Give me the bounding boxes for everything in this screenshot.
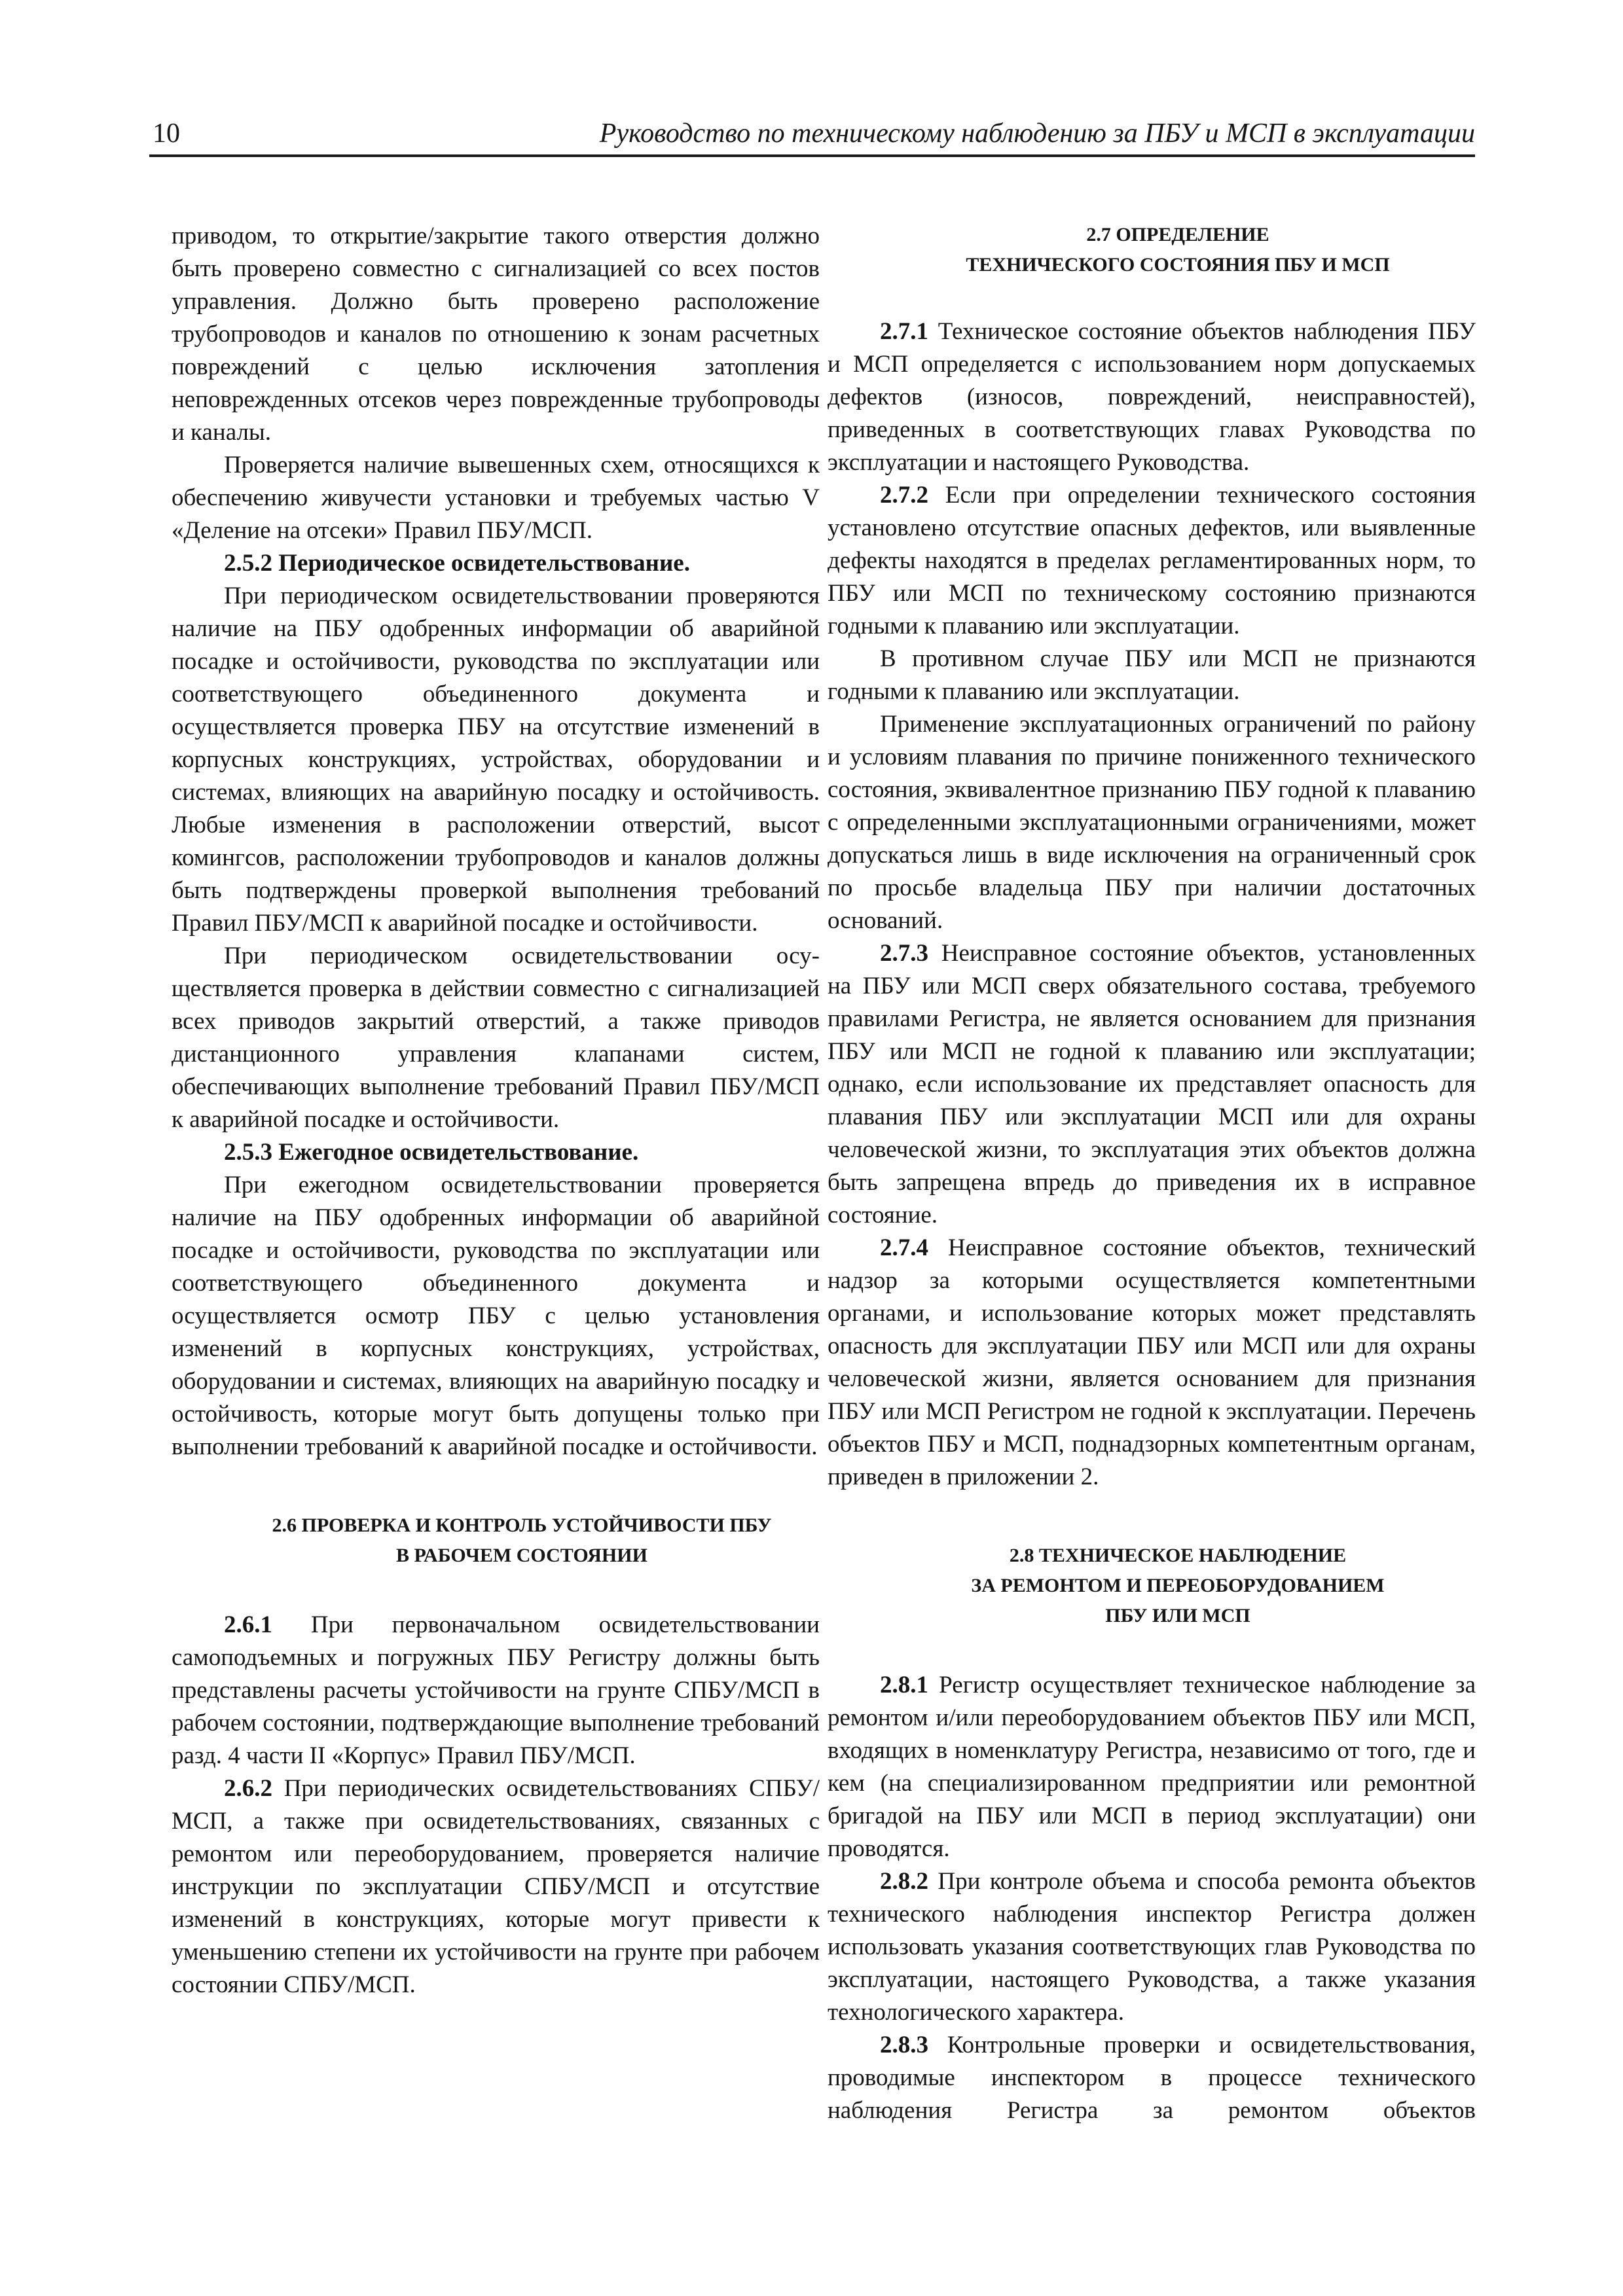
paragraph: Применение эксплуатационных ограничений по району и условиям плавания по причине пониженного технического состояния, эквивалентное признанию ПБУ годной к плаванию с определенными эксплуатационными ограничениями, может допускаться лишь в виде исключения на ограниченный срок по просьбе владельца ПБУ при наличии достаточных оснований. [828,711,1476,934]
clause-number: 2.7.1 [880,318,928,345]
clause-number: 2.6.1 [224,1611,272,1638]
paragraph: При периодическом освидетельствовании осуществляется проверка в действии совместно с сигнализацией всех приводов закрытий отверстий, а также приводов дистанционного управления клапанами систем, обеспечивающих выполнение требований Правил ПБУ/МСП к аварийной посадке и остойчивости. [172,942,820,1133]
right-column [828,220,1476,2127]
clause-number: 2.7.2 [880,482,928,509]
paragraph-2-7-2 [828,479,1476,643]
paragraph-2-7-3 [828,937,1476,1232]
paragraph: При периодическом освидетельствовании проверяются наличие на ПБУ одобренных информации об аварийной посадке и остойчивости, руководства по эксплуатации или соответствующего объединенного документа и осуществляется проверка ПБУ на отсутствие изменений в корпусных конструкциях, устройствах, оборудовании и системах, влияющих на аварийную посадку и остойчивость. Любые изменения в расположении отверстий, высот комингсов, расположении трубопроводов и каналов должны быть подтверждены проверкой выполнения требований Правил ПБУ/МСП к аварийной посадке и остойчивости. [172,583,820,937]
clause-text: Неисправное состояние объектов, технический надзор за которыми осуществляется компетентными органами, и использование которых может представлять опасность для эксплуатации ПБУ или МСП или для охраны человеческой жизни, является основанием для признания ПБУ или МСП Регистром не годной к эксплуатации. Перечень объектов ПБУ и МСП, поднадзорных компетентным органам, приведен в приложении 2. [828,1234,1476,1490]
clause-number: 2.8.3 [880,2032,928,2058]
section-heading-2-8 [828,1541,1476,1631]
section-heading-line: ПБУ ИЛИ МСП [1105,1605,1250,1626]
subsection-heading-2-5-3: 2.5.3 Ежегодное освидетельствование. [224,1139,639,1166]
section-heading-2-6 [172,1511,820,1571]
clause-number: 2.7.3 [880,940,928,967]
clause-text: Регистр осуществляет техническое наблюдение за ремонтом и/или переоборудованием объектов ПБУ или МСП, входящих в номенклатуру Регистра, независимо от того, где и кем (на специализированном предприятии или ремонтной бригадой на ПБУ или МСП в период эксплуатации) они проводятся. [828,1672,1476,1862]
left-column [172,220,820,2001]
clause-text: Неисправное состояние объектов, установленных на ПБУ или МСП сверх обязательного состава, требуемого правилами Регистра, не является основанием для признания ПБУ или МСП не годной к плаванию или эксплуатации; однако, если использование их представляет опасность для плавания ПБУ или эксплуатации МСП или для охраны человеческой жизни, то эксплуатация этих объектов должна быть запрещена впредь до приведения их в исправное состояние. [828,940,1476,1229]
clause-text: При контроле объема и способа ремонта объектов технического наблюдения инспектор Регистра должен использовать указания соответствующих глав Руководства по эксплуатации, настоящего Руководства, а также указания технологического характера. [828,1868,1476,2026]
section-heading-line: ЗА РЕМОНТОМ И ПЕРЕОБОРУДОВАНИЕМ [971,1575,1385,1596]
header-rule [149,154,1475,157]
paragraph: приводом, то открытие/закрытие такого отверстия должно быть проверено совместно с сигнализацией со всех постов управления. Должно быть проверено расположение трубопроводов и каналов по отношению к зонам расчетных повреждений с целью исключения затопления неповрежденных отсеков через поврежденные трубопроводы и каналы. [172,223,820,446]
paragraph-2-6-2 [172,1772,820,2001]
clause-number: 2.8.2 [880,1868,928,1895]
section-heading-2-7 [828,220,1476,280]
paragraph-2-7-4 [828,1232,1476,1494]
clause-text: Контрольные проверки и освидетельствования, проводимые инспектором в процессе технического наблюдения Регистра за ремонтом объектов [828,2032,1476,2124]
paragraph-2-6-1 [172,1609,820,1772]
section-heading-line: 2.8 ТЕХНИЧЕСКОЕ НАБЛЮДЕНИЕ [1009,1545,1347,1566]
paragraph-2-7-1 [828,315,1476,479]
section-heading-line: В РАБОЧЕМ СОСТОЯНИИ [396,1545,647,1566]
paragraph-2-8-2 [828,1865,1476,2029]
clause-text: При периодических освидетельствованиях СПБУ/МСП, а также при освидетельствованиях, связанных с ремонтом или переоборудованием, проверяется наличие инструкции по эксплуатации СПБУ/МСП и отсутствие изменений в конструкциях, которые могут привести к уменьшению степени их устойчивости на грунте при рабочем состоянии СПБУ/МСП. [172,1775,820,1998]
clause-number: 2.8.1 [880,1672,928,1698]
paragraph: В противном случае ПБУ или МСП не признаются годными к плаванию или эксплуатации. [828,645,1476,705]
clause-text: Техническое состояние объектов наблюдения ПБУ и МСП определяется с использованием норм допускаемых дефектов (износов, повреждений, неисправностей), приведенных в соответствующих главах Руководства по эксплуатации и настоящего Руководства. [828,318,1476,476]
section-heading-line: 2.7 ОПРЕДЕЛЕНИЕ [1086,224,1269,245]
section-heading-line: ТЕХНИЧЕСКОГО СОСТОЯНИЯ ПБУ И МСП [966,254,1390,276]
paragraph: Проверяется наличие вывешенных схем, относящихся к обеспечению живучести установки и требуемых частью V «Деление на отсеки» Правил ПБУ/МСП. [172,452,820,544]
paragraph-2-8-3 [828,2029,1476,2127]
clause-number: 2.6.2 [224,1775,272,1802]
paragraph-2-8-1 [828,1669,1476,1865]
clause-text: При первоначальном освидетельствовании самоподъемных и погружных ПБУ Регистру должны быть представлены расчеты устойчивости на грунте СПБУ/МСП в рабочем состоянии, подтверждающие выполнение требований разд. 4 части II «Корпус» Правил ПБУ/МСП. [172,1611,820,1769]
running-head: Руководство по техническому наблюдению за ПБУ и МСП в эксплуатации [599,118,1475,149]
paragraph: При ежегодном освидетельствовании проверяется наличие на ПБУ одобренных информации об аварийной посадке и остойчивости, руководства по эксплуатации или соответствующего объединенного документа и осуществляется осмотр ПБУ с целью установления изменений в корпусных конструкциях, устройствах, оборудовании и системах, влияющих на аварийную посадку и остойчивость, которые могут быть допущены только при выполнении требований к аварийной посадке и остойчивости. [172,1172,820,1460]
clause-text: Если при определении технического состояния установлено отсутствие опасных дефектов, или выявленные дефекты находятся в пределах регламентированных норм, то ПБУ или МСП по техническому состоянию признаются годными к плаванию или эксплуатации. [828,482,1476,639]
subsection-heading-2-5-2: 2.5.2 Периодическое освидетельствование. [224,550,690,577]
section-heading-line: 2.6 ПРОВЕРКА И КОНТРОЛЬ УСТОЙЧИВОСТИ ПБУ [272,1515,772,1536]
clause-number: 2.7.4 [880,1234,928,1261]
page-number: 10 [153,118,180,149]
